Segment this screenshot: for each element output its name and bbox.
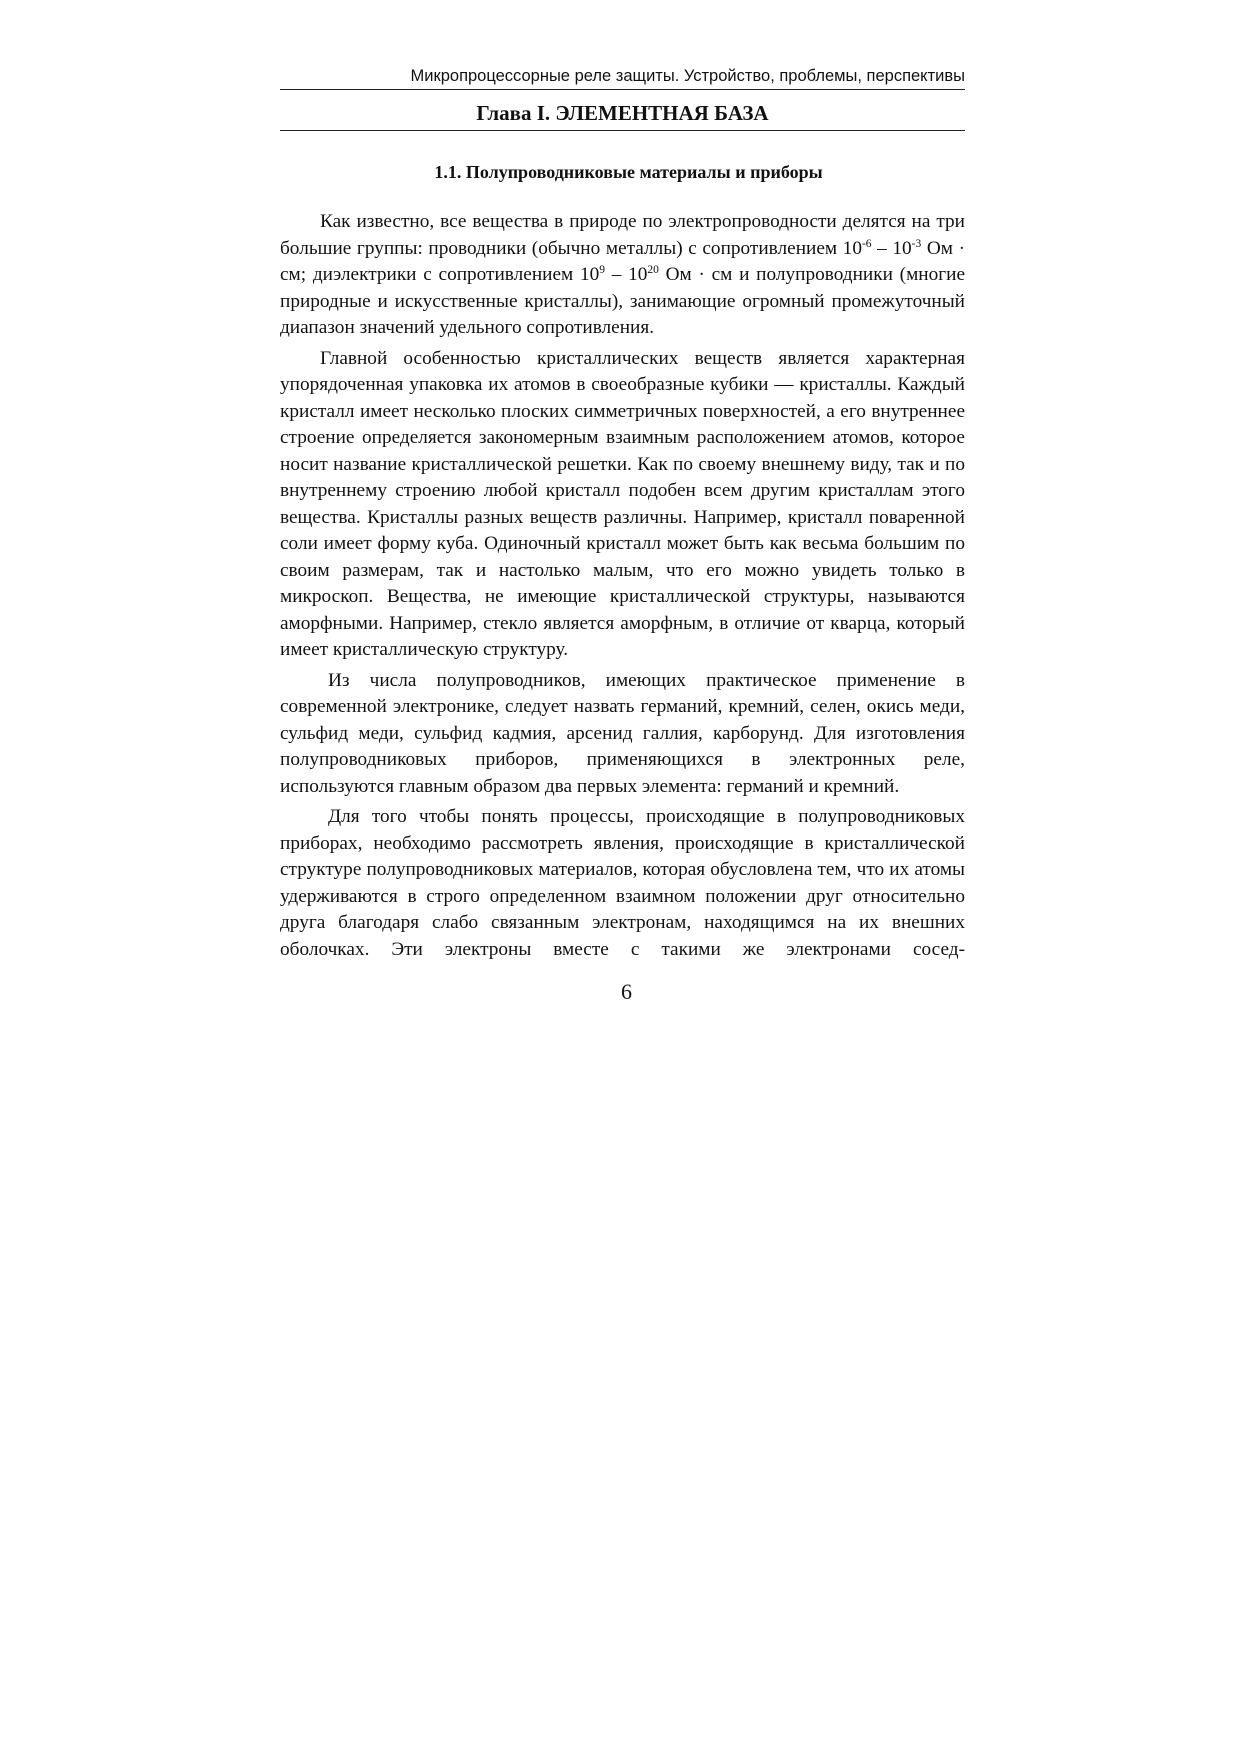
paragraph-1-text-a: Как известно, все вещества в природе по электропроводности делятся на три большие группы: проводники (обычно металлы) с сопротивлением 10: [280, 211, 965, 259]
exponent: -6: [861, 237, 872, 250]
exponent: 20: [647, 263, 659, 276]
page-number: 6: [621, 979, 632, 1004]
section-title: 1.1. Полупроводниковые материалы и приборы: [434, 162, 823, 182]
exponent: -3: [911, 237, 922, 250]
paragraph-1-text-d: – 10: [605, 264, 648, 285]
paragraph-4: Для того чтобы понять процессы, происходящие в полупроводниковых приборах, необходимо рассмотреть явления, происходящие в кристаллической структуре полупроводниковых материалов, которая обусловлена тем, что их атомы удерживаются в строго определенном взаимном положении друг относительно друга благодаря слабо связанным электронам, находящимся на их внешних оболочках. Эти электроны вместе с такими же электронами сосед-: [280, 806, 965, 960]
paragraph-1-text-b: – 10: [871, 237, 912, 259]
chapter-title: Глава I. ЭЛЕМЕНТНАЯ БАЗА: [280, 90, 965, 131]
running-header: Микропроцессорные реле защиты. Устройство, проблемы, перспективы: [280, 66, 965, 90]
paragraph-1-text-e: Ом · см и полупроводники (многие природные и искусственные кристаллы), занимающие огромный промежуточный диапазон значений удельного сопротивления.: [280, 264, 966, 338]
book-page: [280, 66, 965, 1005]
body-text: [280, 209, 965, 963]
paragraph-3: Из числа полупроводников, имеющих практическое применение в современной электронике, следует назвать германий, кремний, селен, окись меди, сульфид меди, сульфид кадмия, арсенид галлия, карборунд. Для изготовления полупроводниковых приборов, применяющихся в электронных реле, используются главным образом два первых элемента: германий и кремний.: [280, 669, 965, 797]
paragraph-2: Главной особенностью кристаллических веществ является характерная упорядоченная упаковка их атомов в своеобразные кубики — кристаллы. Каждый кристалл имеет несколько плоских симметричных поверхностей, а его внутреннее строение определяется закономерным взаимным расположением атомов, которое носит название кристаллической решетки. Как по своему внешнему виду, так и по внутреннему строению любой кристалл подобен всем другим кристаллам этого вещества. Кристаллы разных веществ различны. Например, кристалл поваренной соли имеет форму куба. Одиночный кристалл может быть как весьма большим по своим размерам, так и настолько малым, что его можно увидеть только в микроскоп. Вещества, не имеющие кристаллической структуры, называются аморфными. Например, стекло является аморфным, в отличие от кварца, который имеет кристаллическую структуру.: [280, 347, 965, 660]
paragraph-1: [280, 209, 965, 342]
exponent: 9: [599, 263, 605, 276]
paragraph-1-text-c: Ом · см; диэлектрики с сопротивлением 10: [280, 237, 965, 285]
